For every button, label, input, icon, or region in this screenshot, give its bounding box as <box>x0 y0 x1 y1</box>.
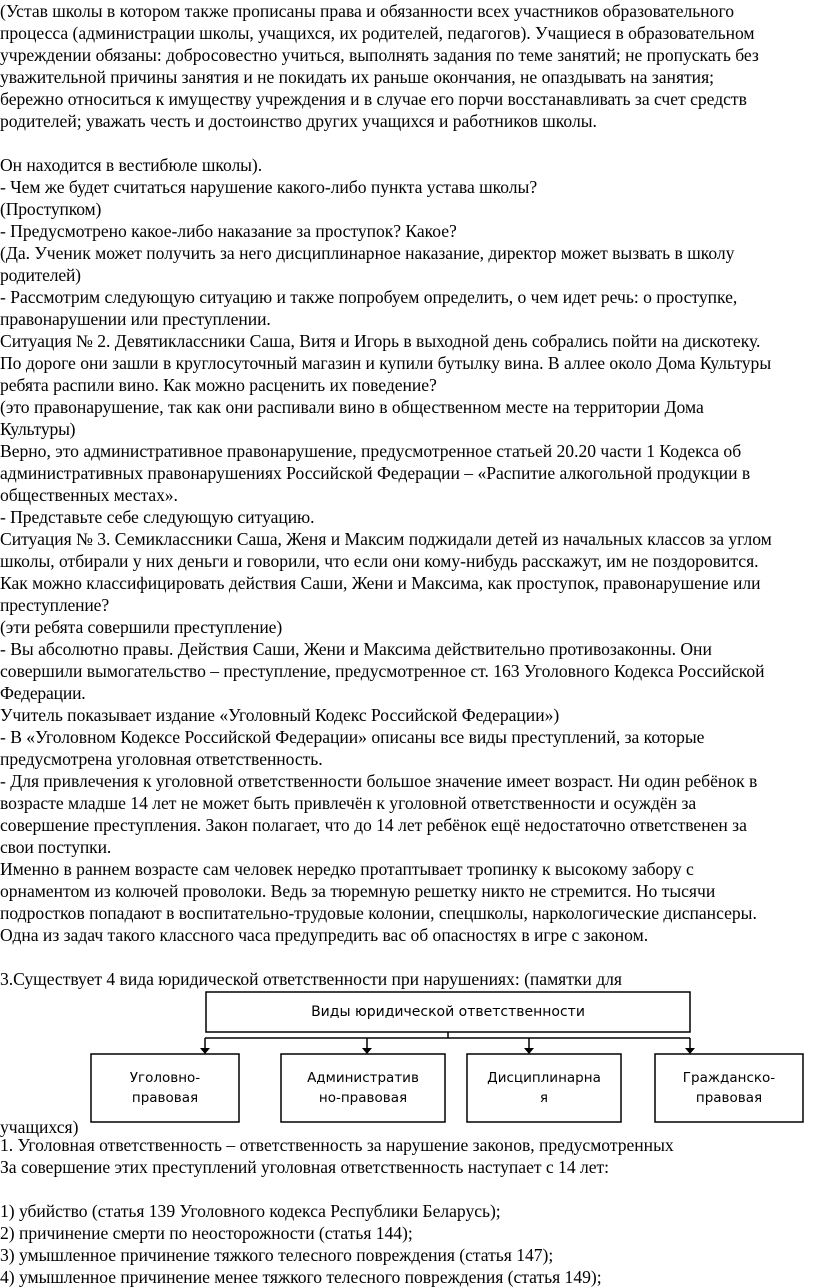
text-line: - Для привлечения к уголовной ответственности большое значение имеет возраст. Ни один ребёнок в <box>0 771 758 791</box>
text-line: Ситуация № 3. Семиклассники Саша, Женя и Максим поджидали детей из начальных классов за углом <box>0 529 772 549</box>
list-item: 4) умышленное причинение менее тяжкого телесного повреждения (статья 149); <box>0 1267 602 1287</box>
text-line: Федерации. <box>0 683 86 703</box>
box-label-line: Административ <box>307 1070 419 1086</box>
criminal-responsibility-section <box>0 1134 812 1178</box>
list-item: 1) убийство (статья 139 Уголовного кодекса Республики Беларусь); <box>0 1201 501 1221</box>
text-line: бережно относиться к имуществу учреждения и в случае его порчи восстанавливать за счет средств <box>0 89 747 109</box>
text-line: общественных местах». <box>0 485 178 505</box>
text-line: предусмотрена уголовная ответственность. <box>0 749 323 769</box>
text-line: (Устав школы в котором также прописаны права и обязанности всех участников образовательного <box>0 1 734 21</box>
text-line: (Да. Ученик может получить за него дисциплинарное наказание, директор может вызвать в школу <box>0 243 735 263</box>
text-line: Культуры) <box>0 419 76 439</box>
text-line: свои поступки. <box>0 837 112 857</box>
text-line: совершение преступления. Закон полагает, что до 14 лет ребёнок ещё недостаточно ответственен за <box>0 815 747 835</box>
text-line: (это правонарушение, так как они распивали вино в общественном месте на территории Дома <box>0 397 704 417</box>
text-line: Именно в раннем возрасте сам человек нередко протаптывает тропинку к высокому забору с <box>0 859 694 879</box>
box-label-line: но-правовая <box>318 1090 408 1106</box>
dialogue-section <box>0 154 812 946</box>
text-line: школы, отбирали у них деньги и говорили, что если они кому-нибудь расскажут, им не поздоровится. <box>0 551 759 571</box>
box-label-line: Гражданско- <box>682 1070 776 1086</box>
blank-line <box>0 1178 812 1200</box>
list-item: 2) причинение смерти по неосторожности (статья 144); <box>0 1223 413 1243</box>
box-label-line: правовая <box>695 1090 763 1106</box>
text-line: преступление? <box>0 595 109 615</box>
text-line: возрасте младше 14 лет не может быть привлечён к уголовной ответственности и осуждён за <box>0 793 697 813</box>
text-line: уважительной причины занятия и не покидать их раньше окончания, не опаздывать на занятия; <box>0 67 715 87</box>
box-label-line: Дисциплинарна <box>487 1070 601 1086</box>
text-line: Как можно классифицировать действия Саши, Жени и Максима, как проступок, правонарушение или <box>0 573 761 593</box>
text-line: родителей) <box>0 265 81 285</box>
text-line: ребята распили вино. Как можно расценить их поведение? <box>0 375 437 395</box>
box-label-line: правовая <box>131 1090 199 1106</box>
blank-line <box>0 132 812 154</box>
text-line: процесса (администрации школы, учащихся, их родителей, педагогов). Учащиеся в образовательном <box>0 23 755 43</box>
box-label-line: я <box>539 1090 549 1106</box>
text-line: совершили вымогательство – преступление, предусмотренное ст. 163 Уголовного Кодекса Российской <box>0 661 765 681</box>
intro-paragraph <box>0 0 812 132</box>
text-line: (Проступком) <box>0 199 102 219</box>
responsibility-diagram <box>0 990 812 1137</box>
text-line: административных правонарушениях Российской Федерации – «Распитие алкогольной продукции в <box>0 463 751 483</box>
text-line: Верно, это административное правонарушение, предусмотренное статьей 20.20 части 1 Кодекса об <box>0 441 742 461</box>
text-line: (эти ребята совершили преступление) <box>0 617 283 637</box>
diagram-box-disciplinary <box>467 1054 621 1122</box>
text-line: - Рассмотрим следующую ситуацию и также попробуем определить, о чем идет речь: о проступке, <box>0 287 738 307</box>
text-line: орнаментом из колючей проволоки. Ведь за тюремную решетку никто не стремится. Но тысячи <box>0 881 716 901</box>
box-label-line: Уголовно- <box>129 1070 201 1086</box>
diagram-box-criminal <box>91 1054 239 1122</box>
text-line: - Представьте себе следующую ситуацию. <box>0 507 315 527</box>
diagram-box-civil <box>655 1054 803 1122</box>
text-line: По дороге они зашли в круглосуточный магазин и купили бутылку вина. В аллее около Дома Культуры <box>0 353 772 373</box>
text-line: подростков попадают в воспитательно-трудовые колонии, спецшколы, наркологические диспансеры. <box>0 903 757 923</box>
blank-line <box>0 946 812 968</box>
text-line: Ситуация № 2. Девятиклассники Саша, Витя и Игорь в выходной день собрались пойти на дискотеку. <box>0 331 761 351</box>
text-line: Учитель показывает издание «Уголовный Кодекс Российской Федерации») <box>0 705 560 725</box>
text-line: Он находится в вестибюле школы). <box>0 155 263 175</box>
text-line: Одна из задач такого классного часа предупредить вас об опасностях в игре с законом. <box>0 925 649 945</box>
list-item: 3) умышленное причинение тяжкого телесного повреждения (статья 147); <box>0 1245 554 1265</box>
text-line: - Предусмотрено какое-либо наказание за проступок? Какое? <box>0 221 457 241</box>
text-line: 1. Уголовная ответственность – ответственность за нарушение законов, предусмотренных <box>0 1135 674 1155</box>
crime-list <box>0 1200 812 1288</box>
text-line: родителей; уважать честь и достоинство других учащихся и работников школы. <box>0 111 597 131</box>
text-line: - Чем же будет считаться нарушение какого-либо пункта устава школы? <box>0 177 538 197</box>
text-line: - Вы абсолютно правы. Действия Саши, Жени и Максима действительно противозаконны. Они <box>0 639 712 659</box>
text-line: - В «Уголовном Кодексе Российской Федерации» описаны все виды преступлений, за которые <box>0 727 705 747</box>
diagram-box-administrative <box>281 1054 445 1122</box>
diagram-title: Виды юридической ответственности <box>311 1004 585 1020</box>
section-heading: 3.Существует 4 вида юридической ответственности при нарушениях: (памятки для <box>0 969 622 989</box>
text-line: За совершение этих преступлений уголовная ответственность наступает с 14 лет: <box>0 1157 610 1177</box>
text-line: учреждении обязаны: добросовестно учиться, выполнять задания по теме занятий; не пропускать без <box>0 45 759 65</box>
text-line: правонарушении или преступлении. <box>0 309 271 329</box>
heading-continuation: учащихся) <box>0 1117 79 1137</box>
